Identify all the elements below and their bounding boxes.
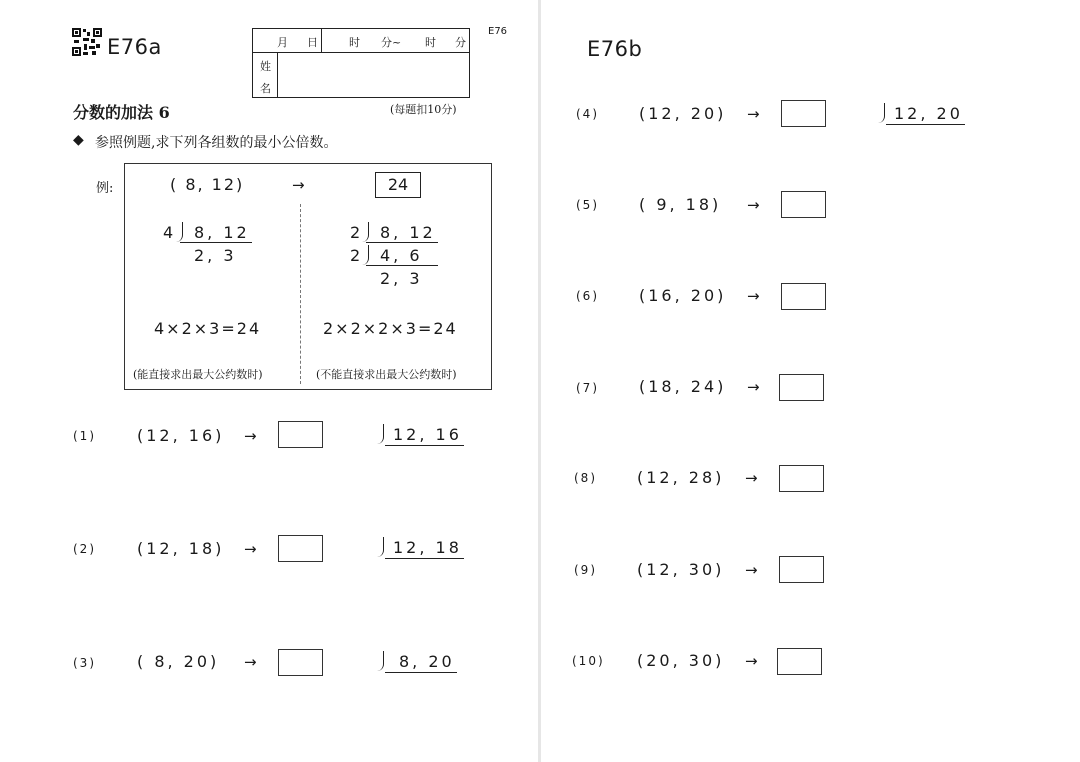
- answer-box[interactable]: [777, 648, 822, 675]
- problem-pair: (20, 30): [637, 651, 725, 670]
- example-divider: [300, 204, 301, 384]
- name-label-1: 姓: [260, 60, 271, 73]
- date-time-row: [253, 29, 469, 53]
- problem-number: (1): [73, 429, 96, 443]
- problem-number: (10): [572, 654, 605, 668]
- example-answer-box: 24: [375, 172, 421, 198]
- arrow-icon: →: [244, 653, 257, 671]
- problem-pair: (12, 16): [137, 426, 225, 445]
- name-field[interactable]: [279, 55, 467, 95]
- arrow-icon: →: [747, 287, 760, 305]
- example-right-caption: (不能直接求出最大公约数时): [316, 368, 457, 381]
- example-left-bottom: 2, 3: [194, 246, 237, 265]
- qr-code-icon: [72, 28, 102, 56]
- example-right-row-3: 2, 3: [380, 269, 423, 288]
- name-label-2: 名: [260, 82, 271, 95]
- example-left-top: 8, 12: [194, 223, 250, 242]
- problem-pair: (16, 20): [639, 286, 727, 305]
- problem-number: (3): [73, 656, 96, 670]
- problem-pair: (12, 30): [637, 560, 725, 579]
- name-date-table: [252, 28, 470, 98]
- worksheet-page-a: [0, 0, 538, 762]
- work-area[interactable]: 12, 18: [385, 538, 464, 559]
- arrow-icon: →: [745, 561, 758, 579]
- work-area[interactable]: 8, 20: [385, 652, 457, 673]
- example-right-formula: 2×2×2×3=24: [323, 319, 458, 338]
- day-label: 日: [307, 36, 318, 49]
- arrow-icon: →: [747, 378, 760, 396]
- example-pair: ( 8, 12): [170, 175, 245, 194]
- example-right-divisor-1: 2: [350, 223, 364, 242]
- answer-box[interactable]: [781, 191, 826, 218]
- instruction-bullet-icon: ◆: [73, 132, 84, 148]
- worksheet-code: E76a: [107, 35, 162, 59]
- answer-box[interactable]: [779, 374, 824, 401]
- problem-number: (7): [576, 381, 599, 395]
- worksheet-page-b: [541, 0, 1080, 762]
- problem-pair: (12, 18): [137, 539, 225, 558]
- arrow-icon: →: [244, 427, 257, 445]
- start-hour-label: 时: [349, 36, 360, 49]
- problem-pair: ( 8, 20): [137, 652, 220, 671]
- problem-number: (5): [576, 198, 599, 212]
- end-minute-label: 分: [455, 36, 466, 49]
- end-hour-label: 时: [425, 36, 436, 49]
- answer-box[interactable]: [278, 421, 323, 448]
- start-minute-label: 分~: [381, 36, 402, 49]
- work-area[interactable]: 12, 16: [385, 425, 464, 446]
- answer-box[interactable]: [781, 100, 826, 127]
- work-area[interactable]: 12, 20: [886, 104, 965, 125]
- page-title: 分数的加法 6: [73, 103, 170, 122]
- answer-box[interactable]: [278, 535, 323, 562]
- answer-box[interactable]: [779, 556, 824, 583]
- example-left-caption: (能直接求出最大公约数时): [133, 368, 263, 381]
- problem-pair: ( 9, 18): [639, 195, 722, 214]
- score-note: (每题扣10分): [390, 103, 457, 116]
- answer-box[interactable]: [779, 465, 824, 492]
- example-right-row-1: 8, 12: [380, 223, 436, 242]
- worksheet-code: E76b: [587, 37, 643, 61]
- example-box: [124, 163, 492, 390]
- arrow-icon: →: [244, 540, 257, 558]
- corner-code: E76: [488, 26, 508, 37]
- problem-pair: (12, 28): [637, 468, 725, 487]
- answer-box[interactable]: [781, 283, 826, 310]
- problem-pair: (12, 20): [639, 104, 727, 123]
- example-left-formula: 4×2×3=24: [154, 319, 262, 338]
- example-arrow-icon: →: [292, 176, 305, 194]
- arrow-icon: →: [745, 652, 758, 670]
- problem-number: (6): [576, 289, 599, 303]
- problem-number: (2): [73, 542, 96, 556]
- answer-box[interactable]: [278, 649, 323, 676]
- month-label: 月: [277, 36, 288, 49]
- instruction-text: 参照例题,求下列各组数的最小公倍数。: [95, 135, 338, 151]
- example-label: 例:: [96, 181, 114, 196]
- arrow-icon: →: [745, 469, 758, 487]
- problem-number: (9): [574, 563, 597, 577]
- arrow-icon: →: [747, 196, 760, 214]
- arrow-icon: →: [747, 105, 760, 123]
- example-right-divisor-2: 2: [350, 246, 364, 265]
- example-left-divisor: 4: [163, 223, 177, 242]
- problem-number: (4): [576, 107, 599, 121]
- problem-number: (8): [574, 471, 597, 485]
- problem-pair: (18, 24): [639, 377, 727, 396]
- example-right-row-2: 4, 6: [380, 246, 423, 265]
